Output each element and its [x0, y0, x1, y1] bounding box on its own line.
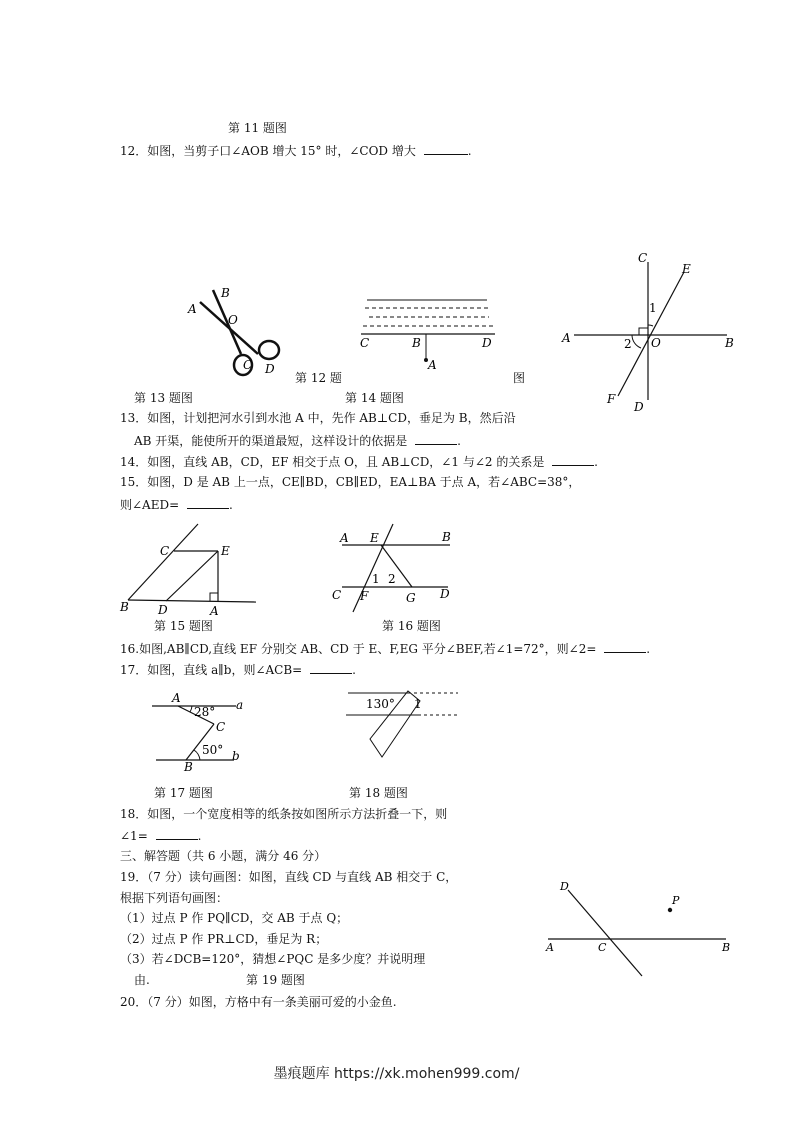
label: C	[160, 544, 170, 558]
label: D	[560, 880, 569, 893]
caption-fig15: 第 15 题图	[154, 619, 213, 633]
question-19-item3-tail: 由.	[134, 973, 150, 987]
segment-bc	[128, 524, 198, 600]
label: D	[265, 362, 275, 376]
label: D	[158, 603, 168, 617]
label: B	[120, 600, 129, 614]
caption-fig14: 第 14 题图	[345, 391, 404, 405]
line-cd	[568, 890, 642, 976]
question-16	[120, 641, 650, 656]
question-18-line1: 18．如图，一个宽度相等的纸条按如图所示方法折叠一下，则	[120, 807, 448, 821]
question-15-text: 则∠AED=	[120, 498, 180, 512]
caption-fig19: 第 19 题图	[246, 973, 305, 987]
question-19-line1: 19．（7 分）读句画图：如图，直线 CD 与直线 AB 相交于 C，	[120, 870, 458, 884]
question-19-item2: （2）过点 P 作 PR⊥CD，垂足为 R；	[120, 932, 328, 946]
label: 2	[624, 337, 632, 351]
caption-fig14-tail: 图	[513, 371, 526, 385]
label: 50°	[202, 743, 224, 757]
question-20: 20．（7 分）如图，方格中有一条美丽可爱的小金鱼.	[120, 995, 397, 1009]
label: A	[562, 331, 571, 345]
label: 28°	[194, 705, 216, 719]
right-angle-mark	[639, 328, 648, 335]
label: b	[232, 749, 240, 763]
caption-fig13: 第 13 题图	[134, 391, 193, 405]
intersecting-lines-figure	[560, 250, 750, 415]
angle-28-arc	[190, 706, 192, 712]
scissors-handle-d	[259, 341, 279, 359]
label: C	[598, 941, 607, 954]
label: D	[440, 587, 450, 601]
period: .	[646, 642, 651, 656]
label: E	[221, 544, 230, 558]
caption-fig16: 第 16 题图	[382, 619, 441, 633]
period: .	[594, 455, 598, 469]
label: a	[236, 698, 244, 712]
figure-15	[118, 520, 268, 620]
label: A	[172, 691, 181, 705]
page-footer: 墨痕题库 https://xk.mohen999.com/	[273, 1066, 520, 1082]
question-14-text: 14．如图，直线 AB，CD，EF 相交于点 O，且 AB⊥CD，∠1 与∠2 的关系是	[120, 455, 545, 469]
label: B	[722, 941, 731, 954]
caption-fig11: 第 11 题图	[228, 121, 287, 135]
answer-blank-14[interactable]	[552, 454, 594, 466]
figure-19	[540, 880, 740, 980]
period: .	[467, 144, 472, 158]
question-18-line2	[120, 828, 201, 843]
label: P	[672, 894, 680, 907]
label: C	[332, 588, 342, 602]
answer-blank-15[interactable]	[187, 497, 229, 509]
label: F	[607, 392, 616, 406]
answer-blank-18[interactable]	[156, 828, 198, 840]
figure-17	[148, 688, 258, 773]
river-figure	[355, 292, 505, 372]
label: B	[412, 336, 421, 350]
label: G	[406, 591, 416, 605]
caption-fig12: 第 12 题	[295, 371, 342, 385]
answer-blank-13[interactable]	[415, 433, 457, 445]
label: C	[360, 336, 370, 350]
angle-1-arc	[648, 325, 653, 326]
angle-50-arc	[194, 750, 200, 760]
label: A	[210, 604, 219, 618]
label: C	[638, 251, 648, 265]
point-p	[668, 908, 672, 912]
label: F	[360, 589, 369, 603]
label: B	[725, 336, 734, 350]
period: .	[229, 498, 233, 512]
label: D	[482, 336, 492, 350]
label: 1	[649, 301, 657, 315]
label: E	[682, 262, 691, 276]
label: D	[634, 400, 644, 414]
label: E	[370, 531, 379, 545]
label: A	[428, 358, 437, 372]
period: .	[457, 434, 461, 448]
question-13-text: AB 开渠，能使所开的渠道最短，这样设计的依据是	[134, 434, 408, 448]
question-19-item1: （1）过点 P 作 PQ∥CD，交 AB 于点 Q；	[120, 911, 349, 925]
label: B	[442, 530, 451, 544]
caption-fig17: 第 17 题图	[154, 786, 213, 800]
answer-blank-17[interactable]	[310, 662, 352, 674]
label: 130°	[366, 697, 395, 711]
label: C	[216, 720, 226, 734]
figure-16	[330, 520, 460, 615]
label: 1	[372, 572, 380, 586]
question-17-text: 17．如图，直线 a∥b，则∠ACB=	[120, 663, 303, 677]
label: O	[228, 313, 238, 327]
question-14	[120, 454, 598, 469]
right-angle-mark	[210, 593, 218, 601]
question-13-line1: 13．如图，计划把河水引到水池 A 中，先作 AB⊥CD，垂足为 B，然后沿	[120, 411, 516, 425]
question-19-item3: （3）若∠DCB=120°，猜想∠PQC 是多少度？并说明理	[120, 952, 426, 966]
question-18-text: ∠1=	[120, 829, 148, 843]
period: .	[352, 663, 356, 677]
segment-eg	[381, 545, 412, 587]
line-ba	[128, 600, 256, 602]
figure-18	[338, 685, 463, 765]
label: B	[184, 760, 193, 774]
answer-blank-12[interactable]	[424, 143, 468, 155]
label: A	[340, 531, 349, 545]
label: C	[243, 358, 253, 372]
question-16-text: 16.如图,AB∥CD,直线 EF 分别交 AB、CD 于 E、F,EG 平分∠BEF,若∠1=72°，则∠2=	[120, 642, 597, 656]
answer-blank-16[interactable]	[604, 641, 646, 653]
label: 1	[414, 697, 422, 711]
question-12	[120, 143, 472, 158]
scissors-figure	[180, 282, 320, 382]
question-15-line2	[120, 497, 233, 512]
label: 2	[388, 572, 396, 586]
label: A	[188, 302, 197, 316]
line-ef	[618, 272, 684, 396]
question-13-line2	[134, 433, 461, 448]
question-12-text: 12．如图，当剪子口∠AOB 增大 15° 时，∠COD 增大	[120, 144, 416, 158]
label: A	[546, 941, 554, 954]
angle-2-arc	[632, 335, 641, 348]
period: .	[197, 829, 202, 843]
question-15-line1: 15．如图，D 是 AB 上一点，CE∥BD，CB∥ED，EA⊥BA 于点 A，若∠ABC=38°，	[120, 475, 581, 489]
section-heading: 三、解答题（共 6 小题，满分 46 分）	[120, 849, 327, 863]
label: B	[221, 286, 230, 300]
label: O	[651, 336, 661, 350]
caption-fig18: 第 18 题图	[349, 786, 408, 800]
question-17	[120, 662, 356, 677]
question-19-line2: 根据下列语句画图：	[120, 891, 229, 905]
